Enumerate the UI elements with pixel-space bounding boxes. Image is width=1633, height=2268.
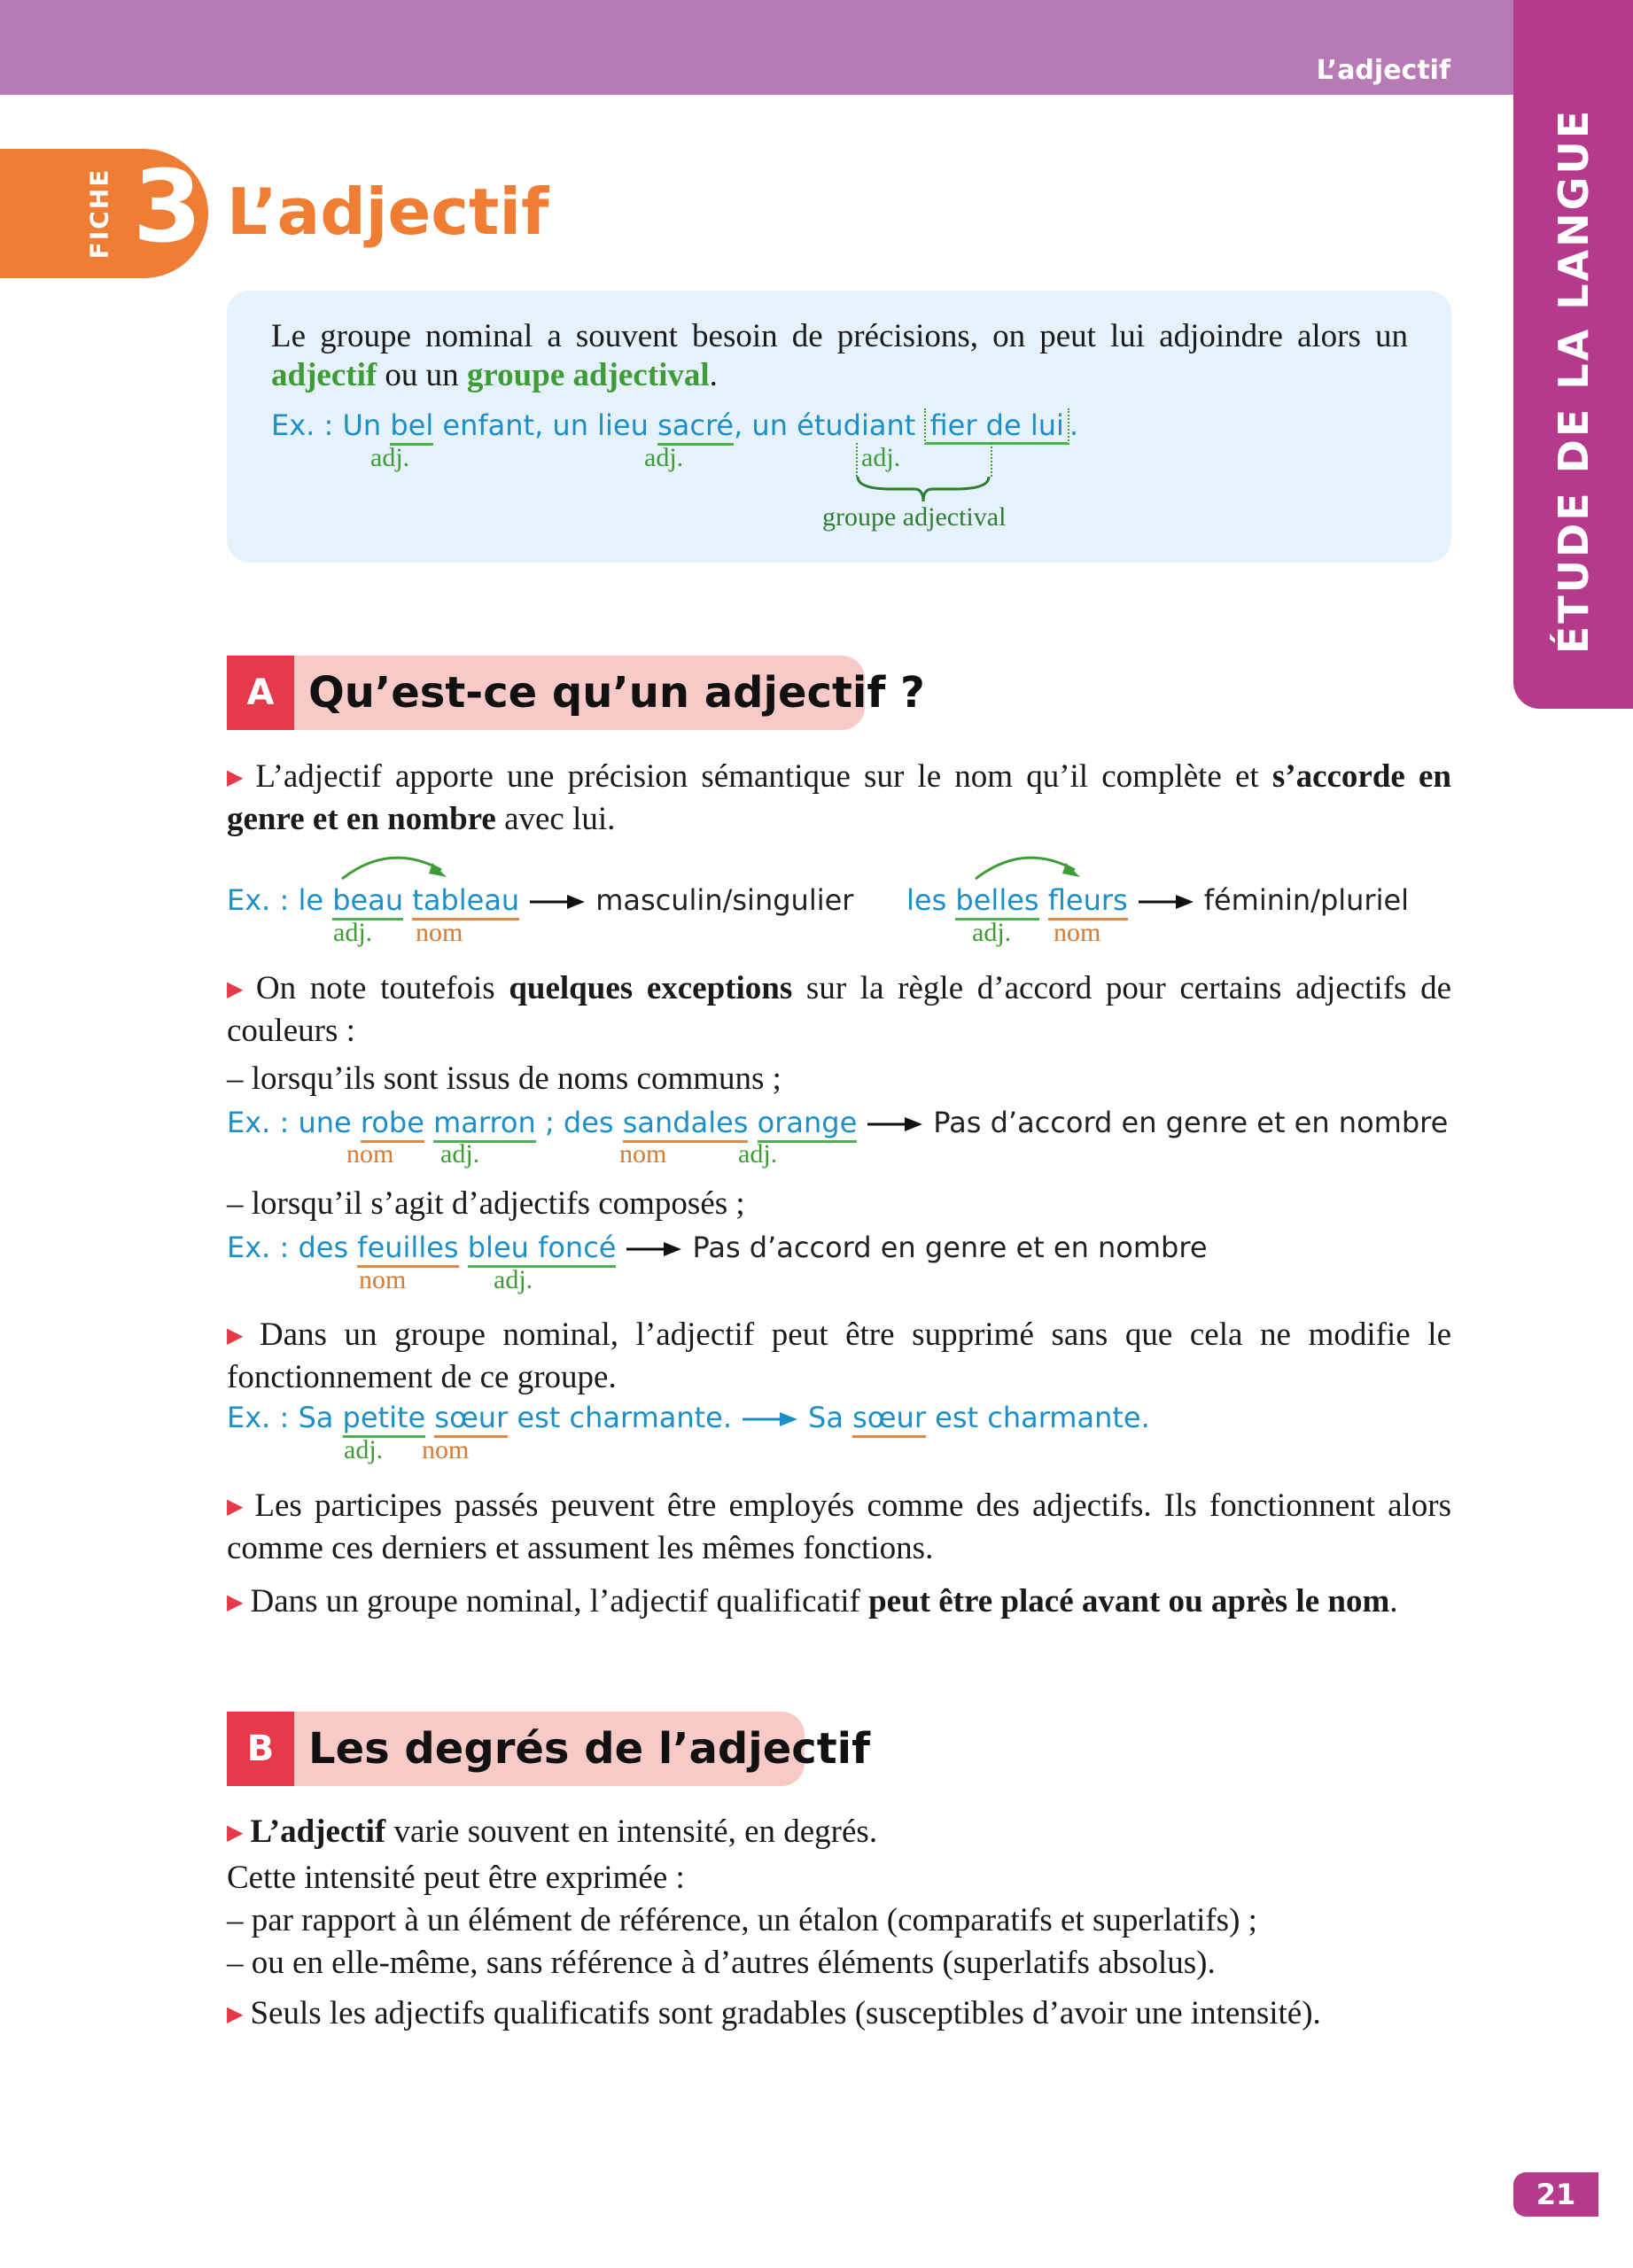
example-word-sacre: sacré — [657, 408, 734, 446]
example-1 — [227, 882, 853, 918]
example-adjective: marron — [433, 1106, 536, 1143]
example-noun: tableau — [412, 883, 519, 920]
bullet-icon: ▶ — [227, 1821, 244, 1845]
paragraph-bold: L’adjectif — [250, 1814, 386, 1850]
intro-text-middle: ou un — [377, 357, 467, 393]
page-title: L’adjectif — [227, 175, 549, 249]
label-nom: nom — [359, 1265, 407, 1294]
term-adjectif: adjectif — [271, 357, 377, 393]
paragraph-text: Dans un groupe nominal, l’adjectif qualificatif — [250, 1583, 869, 1619]
section-a-header — [227, 656, 925, 730]
intro-example — [271, 408, 1078, 443]
section-b-line-3: – par rapport à un élément de référence, un étalon (comparatifs et superlatifs) ; — [227, 1902, 1257, 1938]
arrow-right-icon — [1137, 893, 1195, 911]
bullet-icon: ▶ — [227, 1324, 253, 1348]
group-brace-icon — [856, 475, 991, 505]
example-adjective: orange — [758, 1106, 858, 1143]
example-text: ; des — [535, 1106, 623, 1139]
paragraph-text: varie souvent en intensité, en degrés. — [385, 1814, 878, 1850]
example-text: enfant, un lieu — [433, 408, 658, 442]
example-prefix: Ex. : le — [227, 883, 333, 917]
paragraph-text-end: avec lui. — [495, 801, 616, 837]
label-nom: nom — [346, 1139, 394, 1169]
example-result-end: est charmante. — [925, 1401, 1150, 1434]
example-adjective: belles — [955, 883, 1038, 920]
label-adj: adj. — [738, 1139, 778, 1169]
section-a-paragraph-5 — [227, 1582, 1485, 1625]
example-prefix: Ex. : des — [227, 1231, 358, 1264]
example-5 — [227, 1400, 1150, 1435]
intro-text: Le groupe nominal a souvent besoin de précisions, on peut lui adjoindre alors un — [271, 318, 1408, 354]
label-adj: adj. — [494, 1265, 533, 1294]
intro-text-end: . — [709, 357, 718, 393]
section-a-title: Qu’est-ce qu’un adjectif ? — [308, 668, 925, 718]
example-adjective: beau — [332, 883, 403, 920]
section-a-paragraph-1 — [227, 757, 1451, 839]
section-b-line-1 — [227, 1813, 1467, 1855]
example-result-noun: sœur — [852, 1401, 926, 1438]
side-tab — [1513, 0, 1633, 709]
example-text: , un étudiant — [734, 408, 925, 442]
arrow-right-icon — [741, 1410, 799, 1428]
label-nom: nom — [416, 918, 463, 947]
section-b-line-4: – ou en elle-même, sans référence à d’autres éléments (superlatifs absolus). — [227, 1945, 1216, 1981]
label-adj: adj. — [972, 918, 1012, 947]
example-prefix: Ex. : une — [227, 1106, 361, 1139]
section-a-paragraph-4 — [227, 1487, 1451, 1568]
running-title: L’adjectif — [1316, 55, 1450, 86]
example-noun: sœur — [434, 1401, 508, 1438]
section-b-paragraph-2 — [227, 1994, 1467, 2037]
paragraph-text: Dans un groupe nominal, l’adjectif peut être supprimé sans que cela ne modifie le fonctionnement de ce groupe. — [227, 1317, 1451, 1395]
section-b-letter: B — [227, 1712, 294, 1786]
example-prefix: les — [906, 883, 956, 917]
case-1: – lorsqu’ils sont issus de noms communs ; — [227, 1060, 782, 1097]
group-adjectival-label: groupe adjectival — [822, 502, 1007, 532]
section-b-title: Les degrés de l’adjectif — [308, 1724, 871, 1774]
fiche-word: FICHE — [84, 167, 114, 260]
page-number: 21 — [1513, 2172, 1598, 2217]
label-adj: adj. — [344, 1435, 384, 1464]
bullet-icon: ▶ — [227, 1495, 248, 1518]
paragraph-text-end: . — [1389, 1583, 1398, 1619]
arrow-right-icon — [528, 893, 587, 911]
bullet-icon: ▶ — [227, 766, 249, 789]
intro-paragraph — [271, 317, 1408, 395]
example-text: est charmante. — [508, 1401, 733, 1434]
example-prefix: Ex. : Sa — [227, 1401, 343, 1434]
example-4 — [227, 1230, 1208, 1265]
bullet-icon: ▶ — [227, 2003, 244, 2026]
example-noun: feuilles — [357, 1231, 458, 1268]
header-band — [0, 0, 1513, 95]
example-result: Pas d’accord en genre et en nombre — [692, 1231, 1208, 1264]
paragraph-bold: peut être placé avant ou après le nom — [868, 1583, 1390, 1619]
example-word-fier-de-lui: fier de lui — [924, 408, 1069, 445]
fiche-number: 3 — [133, 150, 202, 265]
example-noun: robe — [361, 1106, 424, 1143]
label-adj: adj. — [333, 918, 373, 947]
example-result: masculin/singulier — [595, 883, 854, 917]
bullet-icon: ▶ — [227, 1591, 244, 1614]
arrow-right-icon — [625, 1240, 683, 1258]
label-adj: adj. — [440, 1139, 480, 1169]
label-adj: adj. — [370, 443, 410, 472]
paragraph-text: Seuls les adjectifs qualificatifs sont gradables (susceptibles d’avoir une intensité). — [250, 1995, 1321, 2031]
paragraph-text-end: sur la règle d’accord pour certains adjectifs de couleurs : — [227, 970, 1452, 1049]
label-nom: nom — [1054, 918, 1101, 947]
side-tab-label: ÉTUDE DE LA LANGUE — [1549, 107, 1598, 655]
example-3 — [227, 1105, 1448, 1140]
arrow-right-icon — [866, 1115, 924, 1133]
example-2 — [906, 882, 1409, 918]
example-end: . — [1069, 408, 1079, 442]
paragraph-text: L’adjectif apporte une précision sémantique sur le nom qu’il complète et — [255, 758, 1272, 795]
example-prefix: Ex. : Un — [271, 408, 391, 442]
group-bracket-guides — [856, 443, 992, 477]
section-b-paragraph-1 — [227, 1813, 1467, 1983]
label-adj: adj. — [644, 443, 684, 472]
example-noun: fleurs — [1048, 883, 1128, 920]
paragraph-bold: s’accorde en genre et en nombre — [227, 758, 1451, 837]
paragraph-text: Les participes passés peuvent être employés comme des adjectifs. Ils fonctionnent alors comme ces derniers et assument les mêmes fonctions. — [227, 1487, 1451, 1566]
label-nom: nom — [422, 1435, 470, 1464]
example-result: Pas d’accord en genre et en nombre — [933, 1106, 1449, 1139]
example-result-prefix: Sa — [808, 1401, 853, 1434]
paragraph-bold: quelques exceptions — [509, 970, 793, 1006]
example-adjective: bleu foncé — [468, 1231, 617, 1268]
bullet-icon: ▶ — [227, 978, 249, 1001]
case-2: – lorsqu’il s’agit d’adjectifs composés ; — [227, 1185, 745, 1222]
example-result: féminin/pluriel — [1203, 883, 1410, 917]
section-a-letter: A — [227, 656, 294, 730]
term-groupe-adjectival: groupe adjectival — [466, 357, 710, 393]
label-nom: nom — [619, 1139, 667, 1169]
section-b-line-2: Cette intensité peut être exprimée : — [227, 1860, 685, 1896]
example-word-bel: bel — [390, 408, 433, 446]
agreement-arrow-icon — [970, 847, 1094, 882]
section-a-paragraph-3 — [227, 1316, 1451, 1397]
agreement-arrow-icon — [337, 847, 461, 882]
example-noun: sandales — [623, 1106, 749, 1143]
paragraph-text: On note toutefois — [255, 970, 509, 1006]
example-adjective: petite — [343, 1401, 426, 1438]
section-a-paragraph-2 — [227, 969, 1451, 1051]
section-b-header — [227, 1712, 871, 1786]
label-adj: adj. — [861, 443, 901, 472]
